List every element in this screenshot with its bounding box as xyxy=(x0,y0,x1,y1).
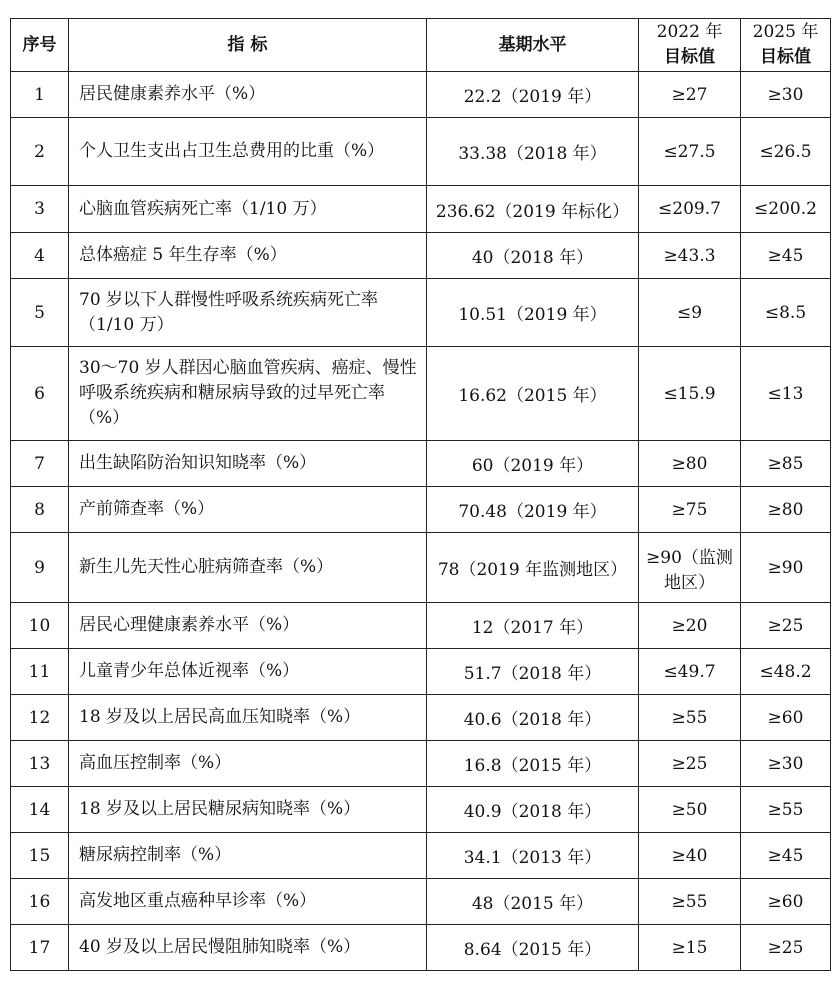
cell-baseline: 40.6（2018 年） xyxy=(427,695,639,741)
indicator-table-wrapper xyxy=(10,18,831,971)
cell-target-2025: ≥45 xyxy=(741,833,831,879)
table-row xyxy=(11,233,831,279)
cell-baseline: 236.62（2019 年标化） xyxy=(427,186,639,233)
cell-no: 13 xyxy=(11,741,69,787)
cell-target-2022: ≤15.9 xyxy=(639,347,741,441)
cell-baseline: 16.62（2015 年） xyxy=(427,347,639,441)
cell-target-2025: ≥60 xyxy=(741,695,831,741)
cell-baseline: 16.8（2015 年） xyxy=(427,741,639,787)
table-row xyxy=(11,695,831,741)
cell-target-2025: ≥30 xyxy=(741,72,831,118)
header-target-2025-label: 目标值 xyxy=(760,47,811,67)
cell-indicator: 居民健康素养水平（%） xyxy=(69,72,427,118)
cell-indicator: 糖尿病控制率（%） xyxy=(69,833,427,879)
cell-no: 9 xyxy=(11,533,69,603)
cell-no: 15 xyxy=(11,833,69,879)
cell-target-2025: ≥55 xyxy=(741,787,831,833)
cell-target-2025: ≥60 xyxy=(741,879,831,925)
table-row xyxy=(11,741,831,787)
cell-target-2022: ≤9 xyxy=(639,279,741,347)
cell-baseline: 10.51（2019 年） xyxy=(427,279,639,347)
cell-target-2025: ≤200.2 xyxy=(741,186,831,233)
cell-no: 4 xyxy=(11,233,69,279)
header-target-2022 xyxy=(639,19,741,72)
cell-indicator: 70 岁以下人群慢性呼吸系统疾病死亡率（1/10 万） xyxy=(69,279,427,347)
cell-target-2022: ≤27.5 xyxy=(639,118,741,186)
cell-indicator: 居民心理健康素养水平（%） xyxy=(69,603,427,649)
cell-indicator: 心脑血管疾病死亡率（1/10 万） xyxy=(69,186,427,233)
cell-indicator: 高发地区重点癌种早诊率（%） xyxy=(69,879,427,925)
table-row xyxy=(11,72,831,118)
cell-baseline: 70.48（2019 年） xyxy=(427,487,639,533)
header-target-2022-year: 2022 年 xyxy=(656,22,723,42)
cell-no: 8 xyxy=(11,487,69,533)
cell-target-2022: ≥90（监测地区） xyxy=(639,533,741,603)
cell-indicator: 产前筛查率（%） xyxy=(69,487,427,533)
cell-baseline: 12（2017 年） xyxy=(427,603,639,649)
cell-target-2022: ≥40 xyxy=(639,833,741,879)
header-target-2022-label: 目标值 xyxy=(664,47,715,67)
cell-target-2022: ≥75 xyxy=(639,487,741,533)
cell-indicator: 新生儿先天性心脏病筛查率（%） xyxy=(69,533,427,603)
cell-target-2025: ≥90 xyxy=(741,533,831,603)
table-row xyxy=(11,649,831,695)
cell-baseline: 40（2018 年） xyxy=(427,233,639,279)
cell-no: 14 xyxy=(11,787,69,833)
cell-baseline: 40.9（2018 年） xyxy=(427,787,639,833)
table-row xyxy=(11,533,831,603)
cell-target-2022: ≥15 xyxy=(639,925,741,971)
cell-target-2022: ≥27 xyxy=(639,72,741,118)
header-target-2025-year: 2025 年 xyxy=(752,22,819,42)
cell-target-2022: ≥50 xyxy=(639,787,741,833)
cell-target-2022: ≥43.3 xyxy=(639,233,741,279)
cell-no: 7 xyxy=(11,441,69,487)
table-row xyxy=(11,787,831,833)
cell-target-2025: ≤26.5 xyxy=(741,118,831,186)
cell-target-2025: ≤8.5 xyxy=(741,279,831,347)
cell-no: 17 xyxy=(11,925,69,971)
cell-no: 5 xyxy=(11,279,69,347)
cell-indicator: 30～70 岁人群因心脑血管疾病、癌症、慢性呼吸系统疾病和糖尿病导致的过早死亡率（%） xyxy=(69,347,427,441)
cell-no: 2 xyxy=(11,118,69,186)
cell-target-2025: ≤13 xyxy=(741,347,831,441)
cell-no: 1 xyxy=(11,72,69,118)
table-row xyxy=(11,186,831,233)
cell-target-2022: ≥55 xyxy=(639,879,741,925)
cell-target-2025: ≥45 xyxy=(741,233,831,279)
cell-indicator: 18 岁及以上居民高血压知晓率（%） xyxy=(69,695,427,741)
header-indicator-label: 指 标 xyxy=(227,34,268,55)
cell-baseline: 60（2019 年） xyxy=(427,441,639,487)
cell-target-2025: ≤48.2 xyxy=(741,649,831,695)
cell-no: 6 xyxy=(11,347,69,441)
cell-no: 16 xyxy=(11,879,69,925)
cell-target-2025: ≥30 xyxy=(741,741,831,787)
cell-indicator: 总体癌症 5 年生存率（%） xyxy=(69,233,427,279)
header-indicator xyxy=(69,19,427,72)
cell-target-2022: ≤49.7 xyxy=(639,649,741,695)
cell-target-2025: ≥25 xyxy=(741,925,831,971)
cell-target-2022: ≥80 xyxy=(639,441,741,487)
cell-indicator: 40 岁及以上居民慢阻肺知晓率（%） xyxy=(69,925,427,971)
cell-no: 11 xyxy=(11,649,69,695)
table-body xyxy=(11,72,831,971)
cell-target-2022: ≥20 xyxy=(639,603,741,649)
cell-target-2022: ≥55 xyxy=(639,695,741,741)
header-no: 序号 xyxy=(11,19,69,72)
header-baseline: 基期水平 xyxy=(427,19,639,72)
cell-indicator: 出生缺陷防治知识知晓率（%） xyxy=(69,441,427,487)
cell-baseline: 8.64（2015 年） xyxy=(427,925,639,971)
table-row xyxy=(11,879,831,925)
cell-indicator: 个人卫生支出占卫生总费用的比重（%） xyxy=(69,118,427,186)
cell-indicator: 儿童青少年总体近视率（%） xyxy=(69,649,427,695)
cell-baseline: 33.38（2018 年） xyxy=(427,118,639,186)
header-row xyxy=(11,19,831,72)
table-row xyxy=(11,487,831,533)
health-indicator-table xyxy=(10,18,831,971)
cell-target-2025: ≥25 xyxy=(741,603,831,649)
table-row xyxy=(11,925,831,971)
cell-baseline: 51.7（2018 年） xyxy=(427,649,639,695)
table-row xyxy=(11,603,831,649)
cell-baseline: 48（2015 年） xyxy=(427,879,639,925)
cell-baseline: 34.1（2013 年） xyxy=(427,833,639,879)
table-row xyxy=(11,279,831,347)
cell-target-2025: ≥80 xyxy=(741,487,831,533)
cell-target-2022: ≤209.7 xyxy=(639,186,741,233)
cell-no: 12 xyxy=(11,695,69,741)
cell-no: 3 xyxy=(11,186,69,233)
table-row xyxy=(11,441,831,487)
cell-indicator: 18 岁及以上居民糖尿病知晓率（%） xyxy=(69,787,427,833)
cell-indicator: 高血压控制率（%） xyxy=(69,741,427,787)
cell-baseline: 78（2019 年监测地区） xyxy=(427,533,639,603)
header-target-2025 xyxy=(741,19,831,72)
cell-no: 10 xyxy=(11,603,69,649)
cell-baseline: 22.2（2019 年） xyxy=(427,72,639,118)
table-row xyxy=(11,347,831,441)
table-row xyxy=(11,833,831,879)
table-row xyxy=(11,118,831,186)
cell-target-2025: ≥85 xyxy=(741,441,831,487)
cell-target-2022: ≥25 xyxy=(639,741,741,787)
